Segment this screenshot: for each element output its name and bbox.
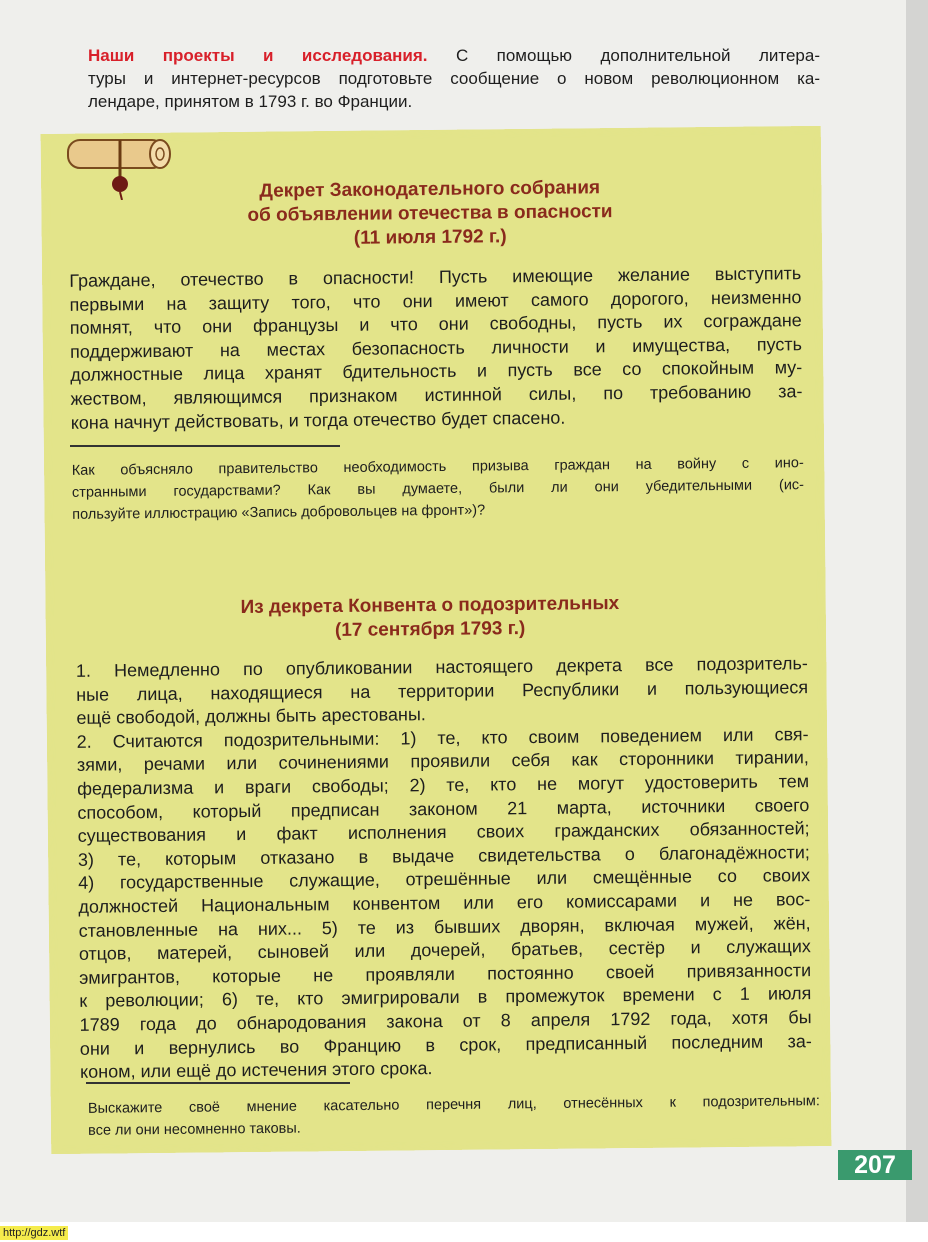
question-line: пользуйте иллюстрацию «Запись добровольцев на фронт»)? bbox=[72, 502, 486, 523]
text-line: поддерживают на местах безопасность личности и имущества, пусть bbox=[69, 333, 803, 362]
intro-line: туры и интернет-ресурсов подготовьте сообщение о новом революционном ка- bbox=[88, 69, 820, 88]
text-line: помнят, что они французы и что они свободны, пусть их сограждане bbox=[69, 310, 802, 339]
text-line: 4) государственные служащие, отрешённые или смещённые со своих bbox=[78, 865, 811, 894]
intro-line: лендаре, принятом в 1793 г. во Франции. bbox=[88, 92, 413, 111]
decree-2-text bbox=[76, 652, 812, 1084]
text-line: коном, или ещё до истечения этого срока. bbox=[80, 1058, 433, 1082]
page-number: 207 bbox=[838, 1150, 912, 1180]
text-line: жеством, являющимся признаком истинной силы, по требованию за- bbox=[70, 381, 803, 409]
question-line: все ли они несомненно таковы. bbox=[88, 1120, 301, 1139]
question-line: странными государствами? Как вы думаете, были ли они убедительными (ис- bbox=[71, 477, 805, 501]
divider bbox=[70, 445, 340, 447]
text-line: эмигрантов, которые не проявляли постоянно своей привязанности bbox=[79, 959, 812, 988]
question-line: Как объясняло правительство необходимость призыва граждан на войну с ино- bbox=[71, 455, 804, 479]
decree-2-question bbox=[88, 1090, 820, 1142]
text-line: ные лица, находящиеся на территории Республики и пользующиеся bbox=[76, 676, 809, 705]
text-line: ещё свободой, должны быть арестованы. bbox=[76, 704, 426, 729]
title-line: об объявлении отечества в опасности bbox=[247, 201, 613, 226]
decree-2-title bbox=[150, 591, 710, 645]
text-line: 3) те, которым отказано в выдаче свидетельства о благонадёжности; bbox=[77, 841, 810, 870]
title-line: Декрет Законодательного собрания bbox=[259, 177, 601, 202]
decree-1-title bbox=[150, 175, 711, 253]
projects-heading: Наши проекты и исследования. bbox=[88, 46, 428, 65]
watermark-link[interactable]: http://gdz.wtf bbox=[0, 1226, 68, 1240]
title-line: Из декрета Конвента о подозрительных bbox=[240, 593, 620, 618]
decree-1-text bbox=[69, 262, 803, 435]
text-line: способом, который предписан законом 21 марта, источники своего bbox=[77, 794, 810, 823]
text-line: федерализма и враги свободы; 2) те, кто не могут удостоверить тем bbox=[77, 771, 810, 799]
text-line: 2. Считаются подозрительными: 1) те, кто своим поведением или свя- bbox=[76, 723, 809, 752]
text-line: должностей Национальным конвентом или его комиссарами и не вос- bbox=[78, 889, 811, 917]
title-line: (11 июля 1792 г.) bbox=[353, 226, 507, 249]
page-edge bbox=[906, 0, 928, 1222]
text-line: 1. Немедленно по опубликовании настоящего декрета все подозритель- bbox=[75, 653, 808, 681]
text-line: зями, речами или сочинениями проявили себя как сторонники тирании, bbox=[76, 747, 809, 776]
divider bbox=[86, 1082, 350, 1084]
question-line: Выскажите своё мнение касательно перечня лиц, отнесённых к подозрительным: bbox=[87, 1093, 820, 1117]
text-line: они и вернулись во Францию в срок, предписанный последним за- bbox=[79, 1030, 812, 1059]
text-line: 1789 года до обнародования закона от 8 апреля 1792 года, хотя бы bbox=[79, 1007, 812, 1035]
intro-line bbox=[88, 44, 820, 67]
text-line: к революции; 6) те, кто эмигрировали в промежуток времени с 1 июля bbox=[79, 983, 812, 1012]
text-line: существования и факт исполнения своих гражданских обязанностей; bbox=[77, 818, 810, 846]
title-line: (17 сентября 1793 г.) bbox=[334, 618, 526, 641]
decree-1-question bbox=[72, 452, 805, 526]
projects-task bbox=[88, 44, 820, 113]
text-line: первыми на защиту того, что они имеют самого дорогого, неизменно bbox=[69, 286, 802, 315]
text-line: отцов, матерей, сыновей или дочерей, братьев, сестёр и служащих bbox=[78, 936, 811, 964]
text-line: кона начнут действовать, и тогда отечество будет спасено. bbox=[70, 407, 566, 433]
text-line: становленные на них... 5) те из бывших дворян, включая мужей, жён, bbox=[78, 912, 811, 941]
text-line: должностные лица хранят бдительность и пусть все со спокойным му- bbox=[70, 357, 803, 386]
scan-margin bbox=[0, 1222, 928, 1242]
intro-text: С помощью дополнительной литера- bbox=[427, 46, 820, 65]
text-line: Граждане, отечество в опасности! Пусть имеющие желание выступить bbox=[69, 263, 802, 291]
